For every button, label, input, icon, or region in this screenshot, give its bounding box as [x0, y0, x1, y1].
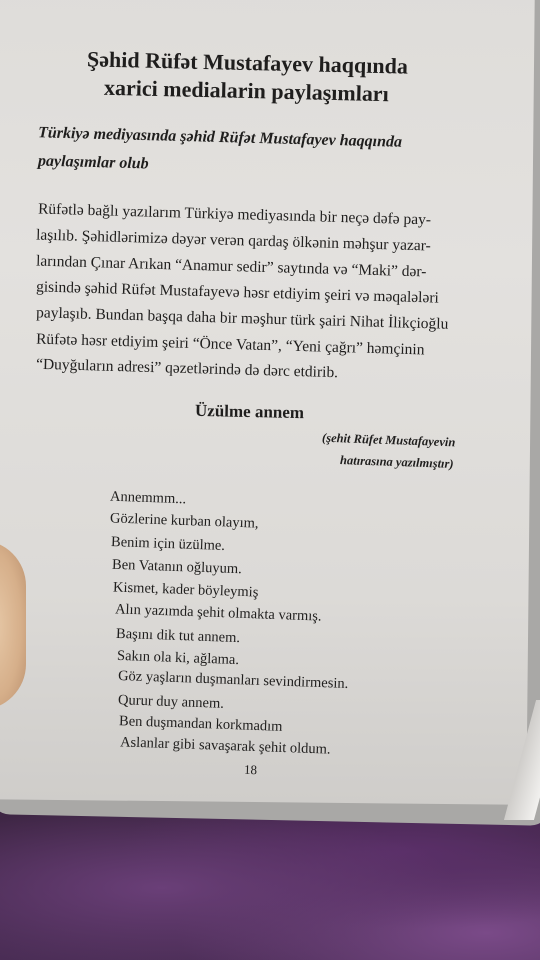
poem-dedication-line-2: hatırasına yazılmıştır)	[339, 453, 454, 471]
article-title-line-1: Şəhid Rüfət Mustafayev haqqında	[86, 46, 409, 79]
poem-line-12: Aslanlar gibi savaşarak şehit oldum.	[119, 734, 331, 758]
paragraph-line-6: Rüfətə həsr etdiyim şeiri “Önce Vatan”, “Yeni çağrı” həmçinin	[35, 330, 425, 359]
poem-dedication-line-1: (şehit Rüfet Mustafayevin	[321, 430, 456, 450]
poem-line-2: Gözlerine kurban olayım,	[109, 510, 259, 532]
article-title-line-2: xarici medialarin paylaşımları	[103, 74, 390, 107]
poem-line-8: Sakın ola ki, ağlama.	[116, 647, 240, 669]
article-subtitle-line-1: Türkiyə mediyasında şəhid Rüfət Mustafayev haqqında	[37, 124, 403, 151]
poem-line-5: Kismet, kader böyleymiş	[112, 579, 259, 601]
paragraph-line-4: gisində şəhid Rüfət Mustafayevə həsr etdiyim şeiri və məqalələri	[35, 278, 440, 307]
poem-title: Üzülme annem	[194, 400, 305, 423]
poem-line-4: Ben Vatanın oğluyum.	[111, 556, 243, 578]
poem-line-10: Qurur duy annem.	[117, 692, 225, 712]
poem-line-11: Ben duşmandan korkmadım	[118, 713, 283, 735]
poem-line-9: Göz yaşların duşmanları sevindirmesin.	[117, 667, 349, 693]
paragraph-line-2: laşılıb. Şəhidlərimizə dəyər verən qardaş ölkənin məhşur yazar-	[35, 226, 431, 255]
poem-line-6: Alın yazımda şehit olmakta varmış.	[114, 601, 322, 625]
poem-line-1: Annemmm...	[109, 488, 187, 508]
poem-line-7: Başını dik tut annem.	[115, 625, 241, 647]
poem-line-3: Benim için üzülme.	[110, 534, 226, 554]
paragraph-line-7: “Duyğuların adresi” qəzetlərində də dərc etdirib.	[35, 355, 339, 382]
paragraph-line-1: Rüfətlə bağlı yazılarım Türkiyə mediyasında bir neçə dəfə pay-	[37, 200, 432, 229]
paragraph-line-5: paylaşıb. Bundan başqa daha bir məşhur türk şairi Nihat İlikçioğlu	[35, 304, 449, 333]
article-subtitle-line-2: paylaşımlar olub	[37, 152, 149, 173]
page-number: 18	[243, 761, 258, 778]
paragraph-line-3: larından Çınar Arıkan “Anamur sedir” saytında və “Maki” dər-	[35, 252, 427, 281]
